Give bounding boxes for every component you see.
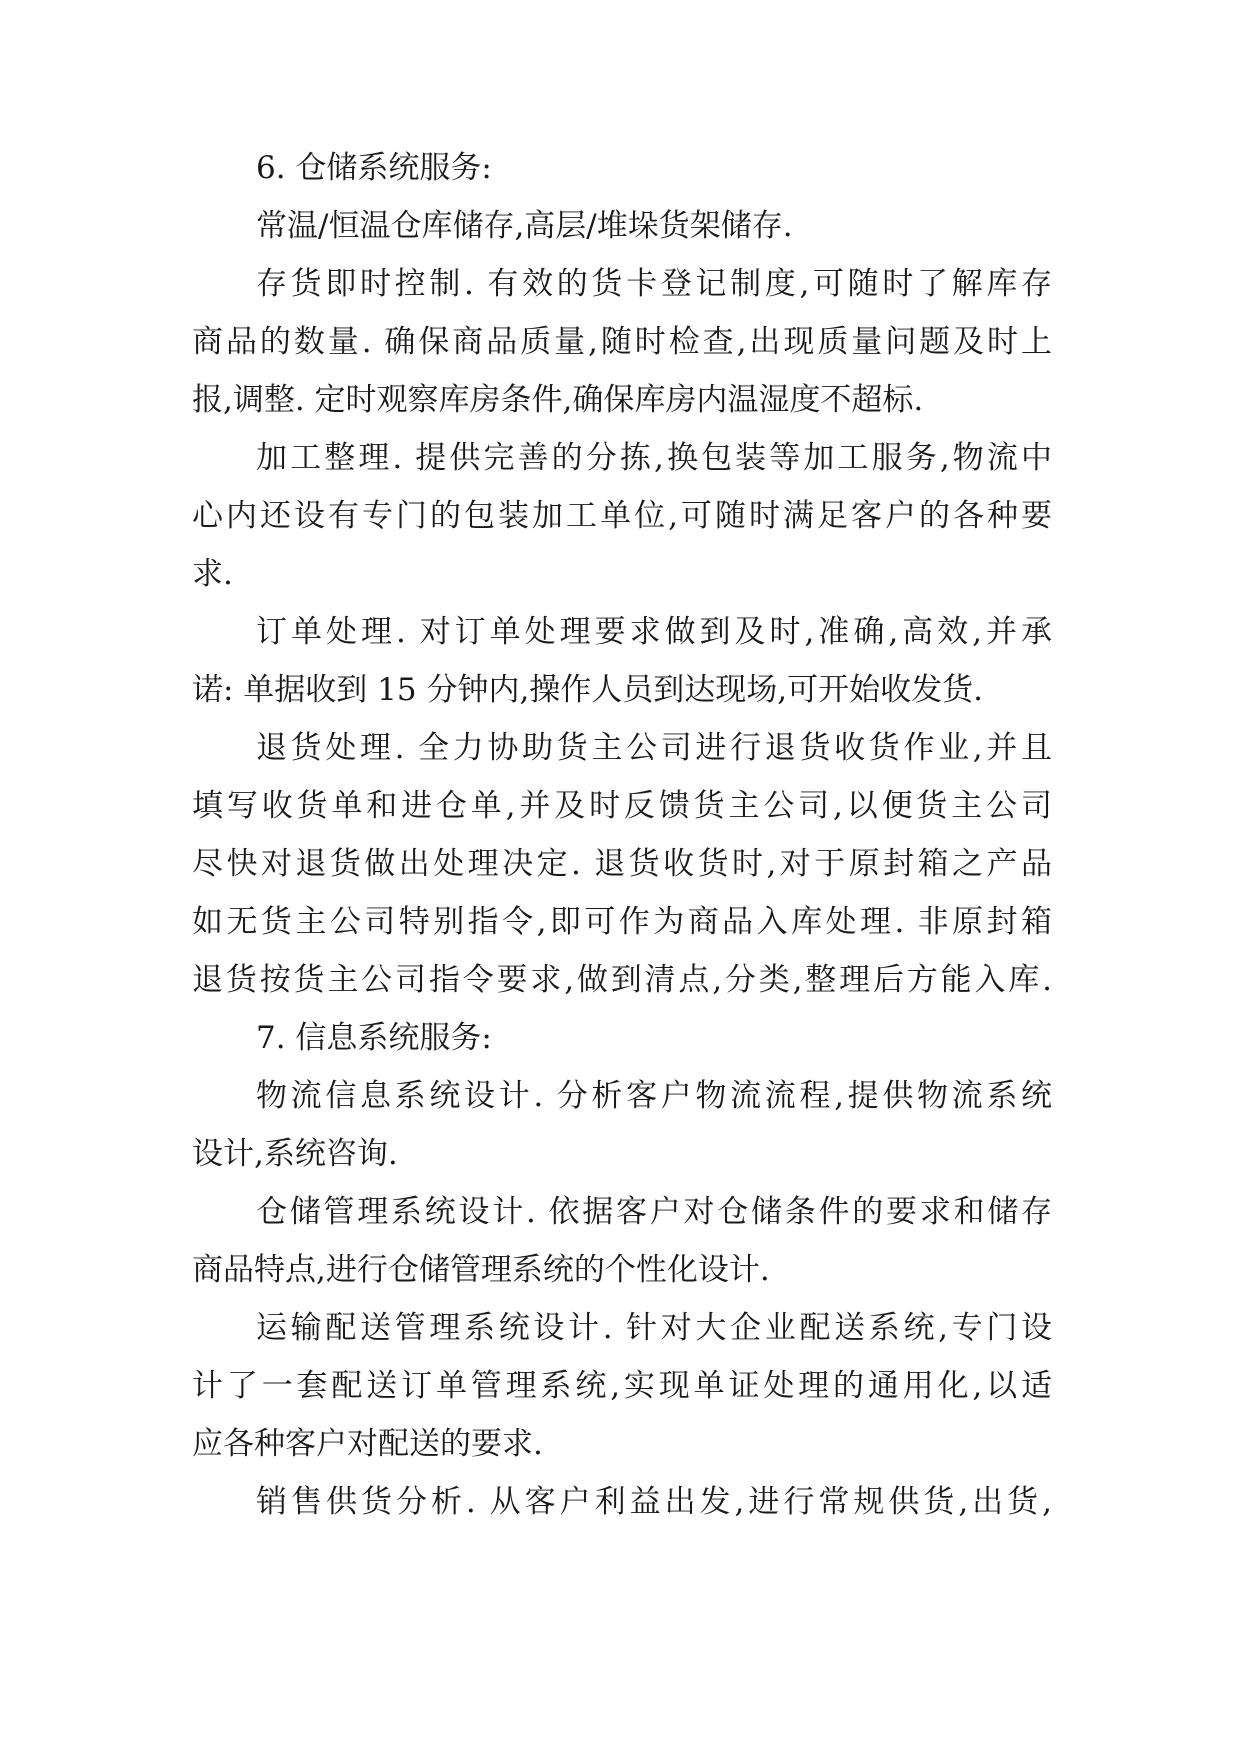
- paragraph-line: 计了一套配送订单管理系统,实现单证处理的通用化,以适: [192, 1368, 1052, 1404]
- paragraph-line: 商品的数量. 确保商品质量,随时检查,出现质量问题及时上: [192, 324, 1052, 360]
- paragraph-line: 心内还设有专门的包装加工单位,可随时满足客户的各种要: [192, 498, 1052, 534]
- paragraph-line: 尽快对退货做出处理决定. 退货收货时,对于原封箱之产品: [192, 846, 1052, 882]
- paragraph-line: 报,调整. 定时观察库房条件,确保库房内温湿度不超标.: [192, 382, 924, 418]
- paragraph-line: 应各种客户对配送的要求.: [192, 1426, 543, 1462]
- paragraph-line: 存货即时控制. 有效的货卡登记制度,可随时了解库存: [256, 266, 1052, 302]
- paragraph-line: 加工整理. 提供完善的分拣,换包装等加工服务,物流中: [256, 440, 1052, 476]
- section-heading-information: 7. 信息系统服务:: [256, 1020, 492, 1056]
- section-heading-warehousing: 6. 仓储系统服务:: [256, 150, 492, 186]
- paragraph-line: 填写收货单和进仓单,并及时反馈货主公司,以便货主公司: [192, 788, 1052, 824]
- paragraph-line: 退货处理. 全力协助货主公司进行退货收货作业,并且: [256, 730, 1052, 766]
- paragraph-line: 退货按货主公司指令要求,做到清点,分类,整理后方能入库.: [192, 962, 1052, 998]
- paragraph-line: 物流信息系统设计. 分析客户物流流程,提供物流系统: [256, 1078, 1052, 1114]
- paragraph-line: 如无货主公司特别指令,即可作为商品入库处理. 非原封箱: [192, 904, 1052, 940]
- paragraph-line: 诺: 单据收到 15 分钟内,操作人员到达现场,可开始收发货.: [192, 672, 984, 708]
- paragraph-line: 设计,系统咨询.: [192, 1136, 398, 1172]
- paragraph-line: 销售供货分析. 从客户利益出发,进行常规供货,出货,: [256, 1484, 1052, 1520]
- paragraph-line: 仓储管理系统设计. 依据客户对仓储条件的要求和储存: [256, 1194, 1052, 1230]
- paragraph-line: 订单处理. 对订单处理要求做到及时,准确,高效,并承: [256, 614, 1052, 650]
- paragraph-line: 运输配送管理系统设计. 针对大企业配送系统,专门设: [256, 1310, 1052, 1346]
- paragraph-line: 常温/恒温仓库储存,高层/堆垛货架储存.: [256, 208, 793, 244]
- paragraph-line: 求.: [192, 556, 233, 592]
- paragraph-line: 商品特点,进行仓储管理系统的个性化设计.: [192, 1252, 770, 1288]
